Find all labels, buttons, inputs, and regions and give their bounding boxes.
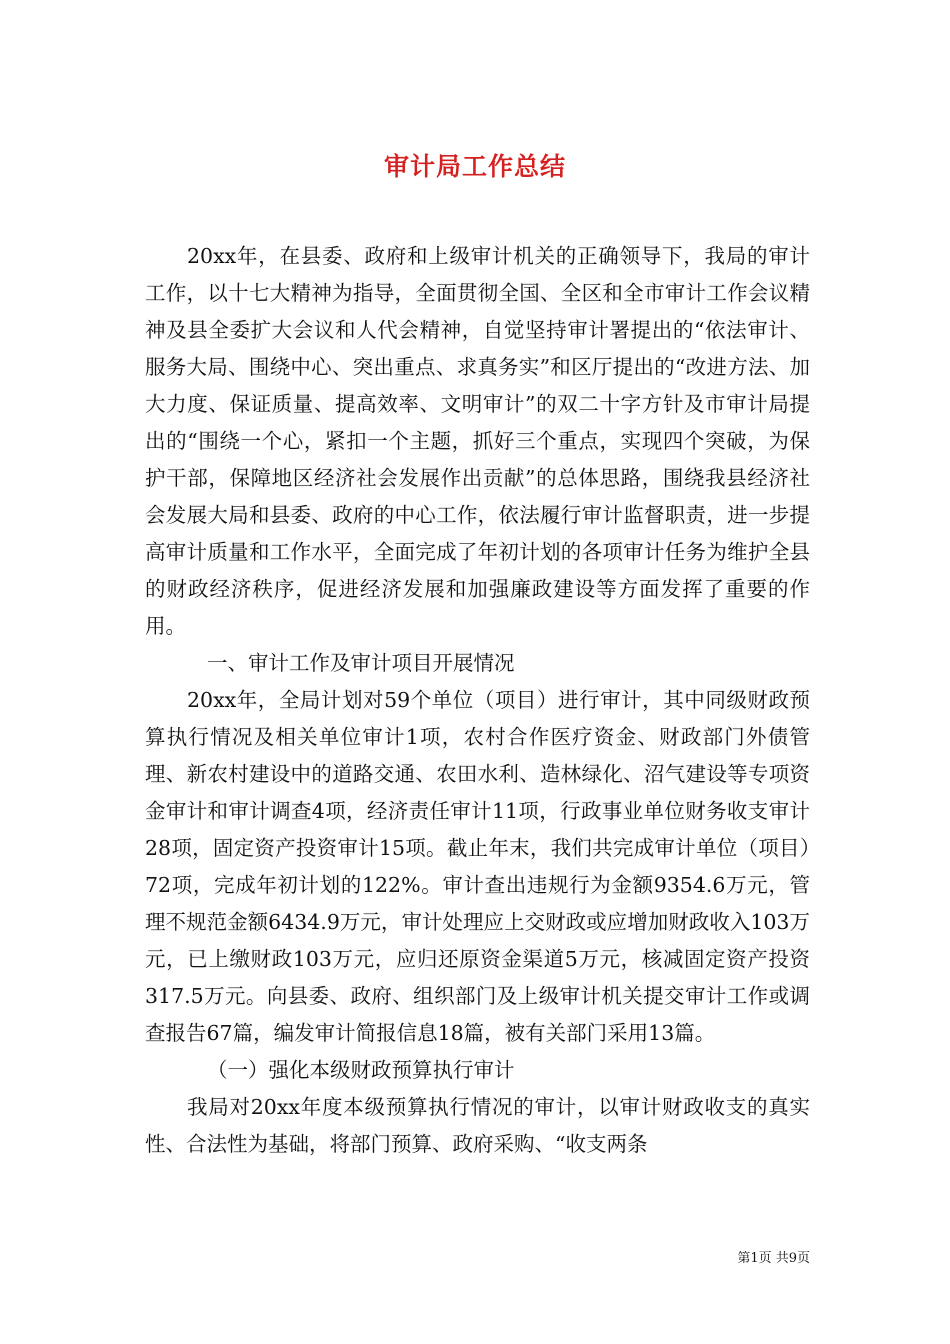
paragraph-budget-audit: 我局对20xx年度本级预算执行情况的审计，以审计财政收支的真实性、合法性为基础，将部门预算、政府采购、“收支两条 <box>145 1095 810 1156</box>
paragraph-intro: 20xx年，在县委、政府和上级审计机关的正确领导下，我局的审计工作，以十七大精神为指导，全面贯彻全国、全区和全市审计工作会议精神及县全委扩大会议和人代会精神，自觉坚持审计署提出的“依法审计、服务大局、围绕中心、突出重点、求真务实”和区厅提出的“改进方法、加大力度、保证质量、提高效率、文明审计”的双二十字方针及市审计局提出的“围绕一个心，紧扣一个主题，抓好三个重点，实现四个突破，为保护干部，保障地区经济社会发展作出贡献”的总体思路，围绕我县经济社会发展大局和县委、政府的中心工作，依法履行审计监督职责，进一步提高审计质量和工作水平，全面完成了年初计划的各项审计任务为维护全县的财政经济秩序，促进经济发展和加强廉政建设等方面发挥了重要的作用。 <box>145 244 810 638</box>
paragraph-audit-overview: 20xx年，全局计划对59个单位（项目）进行审计，其中同级财政预算执行情况及相关单位审计1项，农村合作医疗资金、财政部门外债管理、新农村建设中的道路交通、农田水利、造林绿化、沼气建设等专项资金审计和审计调查4项，经济责任审计11项，行政事业单位财务收支审计28项，固定资产投资审计15项。截止年末，我们共完成审计单位（项目）72项，完成年初计划的122%。审计查出违规行为金额9354.6万元，管理不规范金额6434.9万元，审计处理应上交财政或应增加财政收入103万元，已上缴财政103万元，应归还原资金渠道5万元，核减固定资产投资317.5万元。向县委、政府、组织部门及上级审计机关提交审计工作或调查报告67篇，编发审计简报信息18篇，被有关部门采用13篇。 <box>145 688 810 1045</box>
page-number: 第1页 共9页 <box>737 1251 810 1266</box>
document-title: 审计局工作总结 <box>383 151 566 181</box>
document-body <box>145 238 810 1163</box>
section-heading-1: 一、审计工作及审计项目开展情况 <box>207 651 515 675</box>
subsection-heading-1: （一）强化本级财政预算执行审计 <box>207 1058 515 1082</box>
